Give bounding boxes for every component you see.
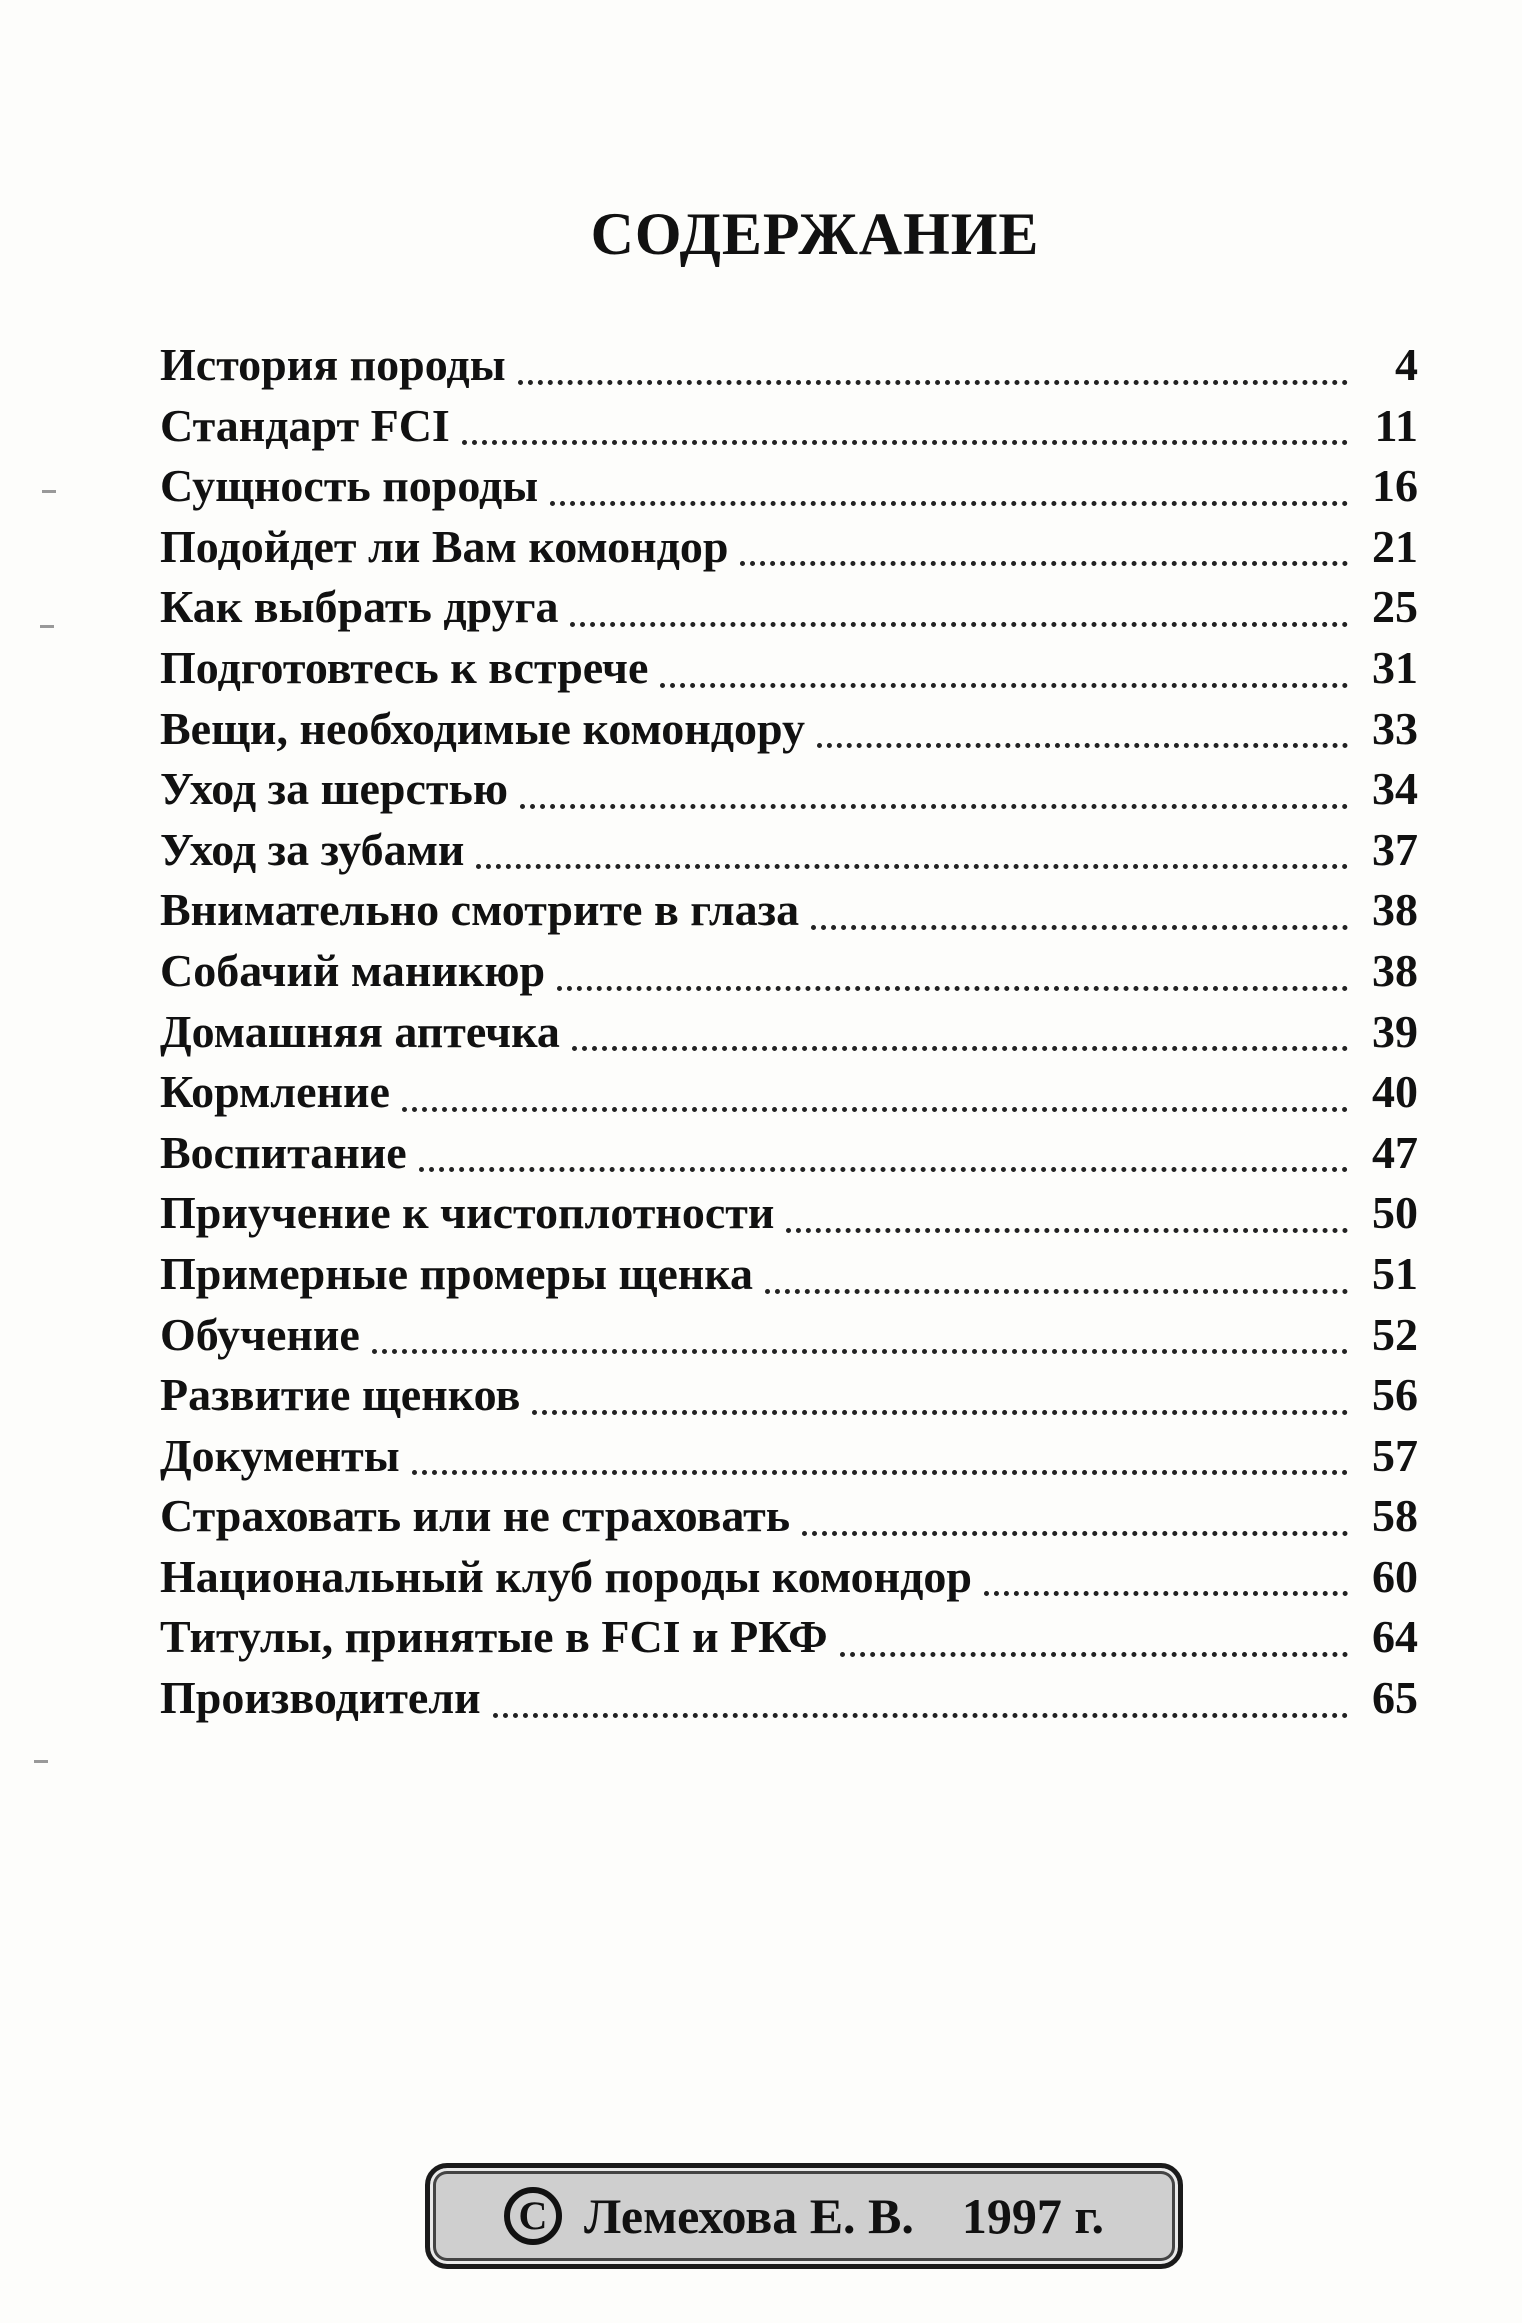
dot-leader bbox=[811, 925, 1348, 930]
toc-entry-page: 31 bbox=[1372, 641, 1418, 693]
toc-entry-page: 38 bbox=[1372, 884, 1418, 936]
toc-entry bbox=[160, 1005, 1418, 1066]
dot-leader bbox=[532, 1410, 1348, 1415]
toc-entry-page: 52 bbox=[1372, 1308, 1418, 1360]
toc-entry-page: 57 bbox=[1372, 1429, 1418, 1481]
toc-entry bbox=[160, 823, 1418, 884]
margin-mark bbox=[34, 1760, 48, 1763]
toc-entry-page: 51 bbox=[1372, 1247, 1418, 1299]
dot-leader bbox=[984, 1591, 1348, 1596]
toc-entry-page: 25 bbox=[1372, 581, 1418, 633]
toc-entry bbox=[160, 641, 1418, 702]
toc-entry-title: Собачий маникюр bbox=[160, 944, 546, 996]
toc-entry bbox=[160, 1610, 1418, 1671]
toc-entry-title: Страховать или не страховать bbox=[160, 1490, 791, 1542]
toc-entry-title: Кормление bbox=[160, 1066, 390, 1118]
toc-entry-title: Стандарт FCI bbox=[160, 399, 450, 451]
toc-entry-page: 50 bbox=[1372, 1187, 1418, 1239]
toc-entry bbox=[160, 1368, 1418, 1429]
toc-entry-page: 40 bbox=[1372, 1066, 1418, 1118]
toc-entry-page: 21 bbox=[1372, 520, 1418, 572]
dot-leader bbox=[786, 1228, 1348, 1233]
toc-entry bbox=[160, 1186, 1418, 1247]
dot-leader bbox=[476, 864, 1348, 869]
toc-entry-page: 47 bbox=[1372, 1126, 1418, 1178]
toc-entry bbox=[160, 944, 1418, 1005]
toc-entry-page: 39 bbox=[1372, 1005, 1418, 1057]
dot-leader bbox=[740, 561, 1348, 566]
toc-entry-page: 16 bbox=[1372, 460, 1418, 512]
margin-mark bbox=[40, 625, 54, 628]
toc-entry-title: Национальный клуб породы комондор bbox=[160, 1550, 973, 1602]
toc-entry bbox=[160, 1308, 1418, 1369]
toc-entry-page: 34 bbox=[1372, 763, 1418, 815]
toc-entry-title: Производители bbox=[160, 1672, 481, 1724]
dot-leader bbox=[462, 440, 1348, 445]
dot-leader bbox=[372, 1349, 1348, 1354]
toc-entry bbox=[160, 1489, 1418, 1550]
toc-entry bbox=[160, 1429, 1418, 1490]
margin-mark bbox=[42, 490, 56, 493]
toc-entry-page: 58 bbox=[1372, 1490, 1418, 1542]
dot-leader bbox=[840, 1652, 1348, 1657]
toc-entry-title: Уход за шерстью bbox=[160, 763, 508, 815]
toc-entry bbox=[160, 762, 1418, 823]
dot-leader bbox=[572, 1046, 1348, 1051]
toc-entry-title: Развитие щенков bbox=[160, 1369, 521, 1421]
toc-entry-page: 37 bbox=[1372, 823, 1418, 875]
dot-leader bbox=[518, 380, 1348, 385]
toc-entry bbox=[160, 1065, 1418, 1126]
toc-entry-title: История породы bbox=[160, 339, 506, 390]
toc-entry bbox=[160, 520, 1418, 581]
dot-leader bbox=[660, 683, 1348, 688]
dot-leader bbox=[412, 1470, 1348, 1475]
toc-entry-title: Примерные промеры щенка bbox=[160, 1247, 754, 1299]
toc-entry bbox=[160, 1247, 1418, 1308]
toc-entry-title: Обучение bbox=[160, 1308, 360, 1360]
toc-entry-title: Подготовтесь к встрече bbox=[160, 641, 649, 693]
copyright-year: 1997 г. bbox=[961, 2188, 1104, 2244]
toc-entry-title: Как выбрать друга bbox=[160, 581, 559, 633]
dot-leader bbox=[520, 804, 1348, 809]
toc-entry bbox=[160, 399, 1418, 460]
toc-entry-page: 65 bbox=[1372, 1672, 1418, 1724]
toc-entry-title: Внимательно смотрите в глаза bbox=[160, 884, 800, 936]
toc-entry-page: 11 bbox=[1374, 399, 1418, 451]
dot-leader bbox=[493, 1713, 1348, 1718]
dot-leader bbox=[402, 1107, 1348, 1112]
copyright-box bbox=[425, 2163, 1183, 2269]
dot-leader bbox=[817, 743, 1348, 748]
toc-entry-page: 4 bbox=[1395, 339, 1418, 390]
toc-entry-title: Подойдет ли Вам комондор bbox=[160, 520, 729, 572]
toc-entry bbox=[160, 1671, 1418, 1732]
toc-entry-page: 64 bbox=[1372, 1611, 1418, 1663]
toc-entry-title: Документы bbox=[160, 1429, 400, 1481]
toc-entry-title: Приучение к чистоплотности bbox=[160, 1187, 775, 1239]
toc-entry-title: Воспитание bbox=[160, 1126, 407, 1178]
toc-entry bbox=[160, 702, 1418, 763]
toc-entry-title: Сущность породы bbox=[160, 460, 539, 512]
toc-entry-page: 56 bbox=[1372, 1369, 1418, 1421]
copyright-author: Лемехова Е. В. bbox=[584, 2188, 914, 2244]
dot-leader bbox=[550, 501, 1348, 506]
toc-entry bbox=[160, 338, 1418, 399]
toc-entry-page: 60 bbox=[1372, 1550, 1418, 1602]
dot-leader bbox=[419, 1167, 1348, 1172]
dot-leader bbox=[557, 986, 1348, 991]
dot-leader bbox=[802, 1531, 1348, 1536]
toc-entry-title: Вещи, необходимые комондору bbox=[160, 702, 805, 754]
toc-entry-page: 33 bbox=[1372, 702, 1418, 754]
table-of-contents bbox=[160, 338, 1418, 1732]
toc-entry-title: Уход за зубами bbox=[160, 823, 465, 875]
toc-entry-title: Домашняя аптечка bbox=[160, 1005, 560, 1057]
toc-entry-page: 38 bbox=[1372, 944, 1418, 996]
toc-entry-title: Титулы, принятые в FCI и РКФ bbox=[160, 1611, 828, 1663]
page-title: СОДЕРЖАНИЕ bbox=[590, 201, 1040, 267]
toc-entry bbox=[160, 1126, 1418, 1187]
dot-leader bbox=[570, 622, 1348, 627]
toc-entry bbox=[160, 459, 1418, 520]
copyright-icon: C bbox=[504, 2187, 562, 2245]
toc-entry bbox=[160, 580, 1418, 641]
toc-entry bbox=[160, 1550, 1418, 1611]
toc-entry bbox=[160, 883, 1418, 944]
dot-leader bbox=[765, 1289, 1348, 1294]
